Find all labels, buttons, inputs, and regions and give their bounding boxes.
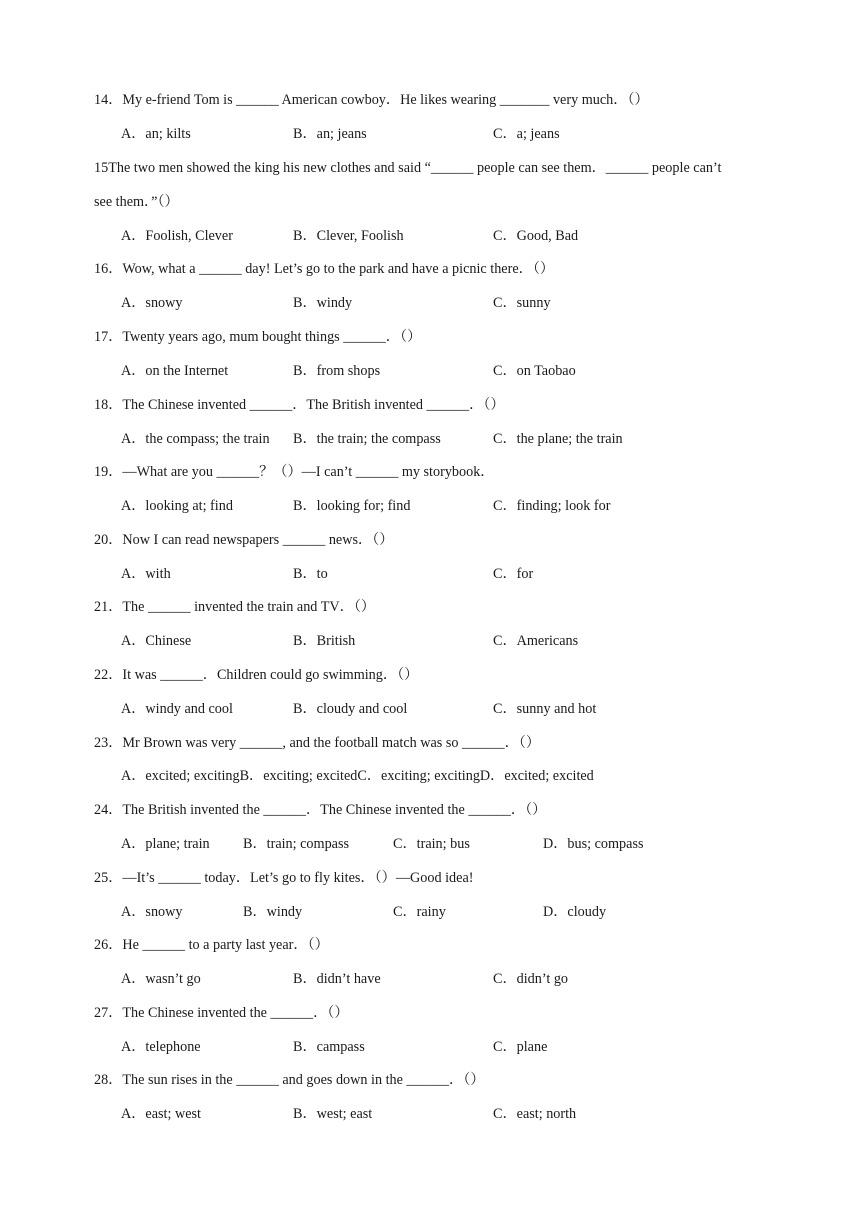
- question-26-option-a: A．wasn’t go: [121, 971, 201, 987]
- question-17-stem: 17．Twenty years ago, mum bought things ______．（）: [94, 329, 422, 345]
- question-27-option-c: C．plane: [493, 1039, 548, 1055]
- question-16-option-a: A．snowy: [121, 295, 183, 311]
- question-20-option-a: A．with: [121, 566, 171, 582]
- question-18-option-b: B．the train; the compass: [293, 431, 441, 447]
- question-22-option-b: B．cloudy and cool: [293, 701, 408, 717]
- question-14-option-c: C．a; jeans: [493, 126, 560, 142]
- question-26-stem: 26．He ______ to a party last year．（）: [94, 937, 329, 953]
- question-14-option-b: B．an; jeans: [293, 126, 367, 142]
- question-27-option-b: B．campass: [293, 1039, 365, 1055]
- question-25-option-d: D．cloudy: [543, 904, 607, 920]
- question-28-stem: 28．The sun rises in the ______ and goes down in the ______．（）: [94, 1072, 485, 1088]
- question-22-option-a: A．windy and cool: [121, 701, 233, 717]
- question-26-option-c: C．didn’t go: [493, 971, 569, 987]
- question-20-option-c: C．for: [493, 566, 534, 582]
- question-21-option-b: B．British: [293, 633, 356, 649]
- question-15-option-c: C．Good, Bad: [493, 228, 579, 244]
- question-28-option-c: C．east; north: [493, 1106, 577, 1122]
- question-15-option-a: A．Foolish, Clever: [121, 228, 233, 244]
- question-28-option-b: B．west; east: [293, 1106, 373, 1122]
- question-15-option-b: B．Clever, Foolish: [293, 228, 404, 244]
- question-14-option-a: A．an; kilts: [121, 126, 191, 142]
- question-20-option-b: B．to: [293, 566, 328, 582]
- question-15-stem: 15The two men showed the king his new clothes and said “______ people can see them．______ people can’t: [94, 160, 722, 176]
- question-22-stem: 22．It was ______．Children could go swimming．（）: [94, 667, 419, 683]
- question-21-option-c: C．Americans: [493, 633, 579, 649]
- question-23-stem: 23．Mr Brown was very ______, and the football match was so ______．（）: [94, 735, 541, 751]
- question-16-option-c: C．sunny: [493, 295, 551, 311]
- question-25-option-b: B．windy: [243, 904, 303, 920]
- question-24-option-c: C．train; bus: [393, 836, 470, 852]
- question-24-option-a: A．plane; train: [121, 836, 210, 852]
- question-25-option-a: A．snowy: [121, 904, 183, 920]
- question-20-stem: 20．Now I can read newspapers ______ news．（）: [94, 532, 394, 548]
- question-27-option-a: A．telephone: [121, 1039, 201, 1055]
- question-17-option-c: C．on Taobao: [493, 363, 576, 379]
- question-19-stem: 19．—What are you ______？（）—I can’t ______ my storybook．: [94, 464, 495, 480]
- question-24-option-b: B．train; compass: [243, 836, 349, 852]
- question-17-option-b: B．from shops: [293, 363, 381, 379]
- question-26-option-b: B．didn’t have: [293, 971, 381, 987]
- question-19-option-b: B．looking for; find: [293, 498, 411, 514]
- question-21-stem: 21．The ______ invented the train and TV．（）: [94, 599, 376, 615]
- question-19-option-a: A．looking at; find: [121, 498, 233, 514]
- question-22-option-c: C．sunny and hot: [493, 701, 597, 717]
- question-24-stem: 24．The British invented the ______．The Chinese invented the ______．（）: [94, 802, 547, 818]
- question-14-stem: 14．My e-friend Tom is ______ American cowboy．He likes wearing _______ very much．（）: [94, 92, 649, 108]
- question-19-option-c: C．finding; look for: [493, 498, 611, 514]
- question-24-option-d: D．bus; compass: [543, 836, 644, 852]
- question-25-stem: 25．—It’s ______ today．Let’s go to fly kites．（）—Good idea!: [94, 870, 474, 886]
- question-23-options: A．excited; excitingB．exciting; excitedC．exciting; excitingD．excited; excited: [121, 768, 594, 784]
- question-21-option-a: A．Chinese: [121, 633, 192, 649]
- question-18-option-a: A．the compass; the train: [121, 431, 270, 447]
- question-27-stem: 27．The Chinese invented the ______．（）: [94, 1005, 349, 1021]
- question-28-option-a: A．east; west: [121, 1106, 201, 1122]
- question-17-option-a: A．on the Internet: [121, 363, 229, 379]
- question-15-stem-continued: see them．”（）: [94, 194, 179, 210]
- question-16-option-b: B．windy: [293, 295, 353, 311]
- question-18-stem: 18．The Chinese invented ______．The British invented ______．（）: [94, 397, 505, 413]
- question-18-option-c: C．the plane; the train: [493, 431, 623, 447]
- question-25-option-c: C．rainy: [393, 904, 446, 920]
- question-16-stem: 16．Wow, what a ______ day! Let’s go to the park and have a picnic there．（）: [94, 261, 555, 277]
